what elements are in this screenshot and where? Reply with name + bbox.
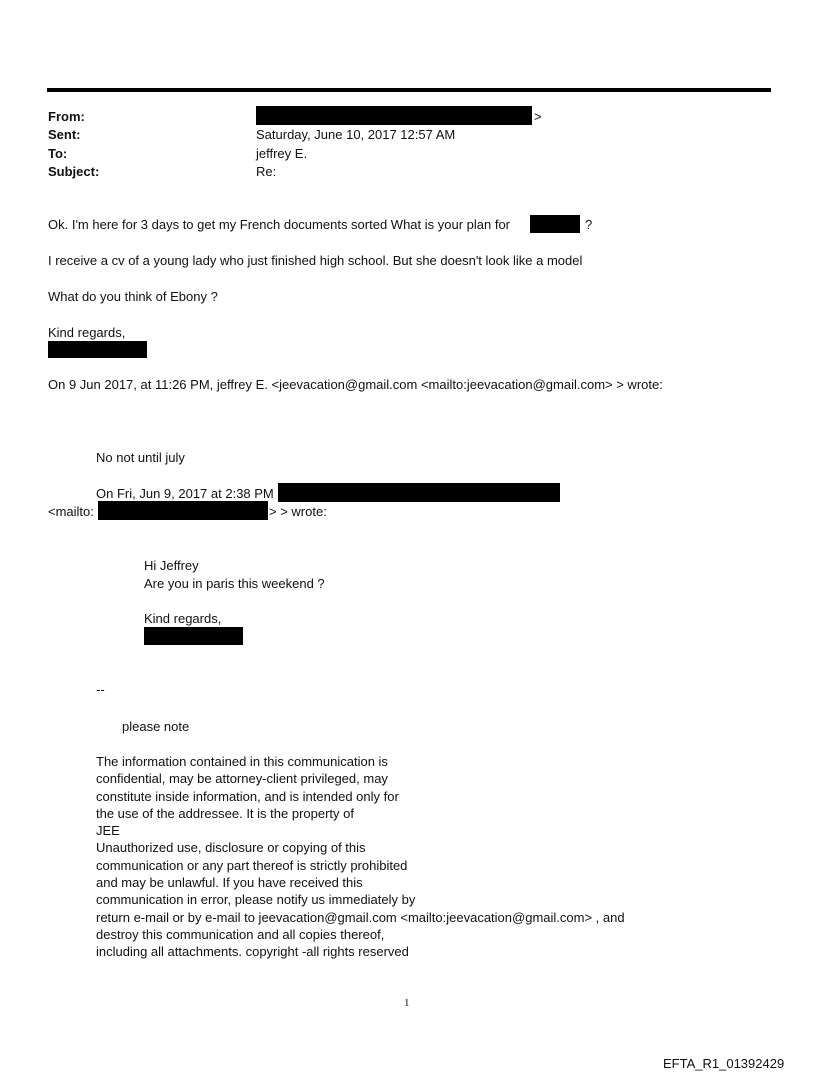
page-number: 1 bbox=[404, 997, 410, 1009]
disclaimer-line: communication or any part thereof is strictly prohibited bbox=[96, 857, 408, 873]
disclaimer-line: return e-mail or by e-mail to jeevacation@gmail.com <mailto:jeevacation@gmail.com> , and bbox=[96, 909, 625, 925]
redaction-sender bbox=[278, 483, 560, 502]
subject-label: Subject: bbox=[48, 164, 100, 179]
to-label: To: bbox=[48, 146, 68, 161]
body-line-3: What do you think of Ebony ? bbox=[48, 289, 218, 304]
from-suffix: > bbox=[534, 109, 542, 124]
please-note: please note bbox=[122, 719, 190, 734]
header-rule bbox=[47, 88, 771, 92]
disclaimer-line: destroy this communication and all copies thereof, bbox=[96, 926, 385, 942]
separator-dashes: -- bbox=[96, 682, 105, 697]
to-value: jeffrey E. bbox=[256, 146, 308, 161]
body-line-1: Ok. I'm here for 3 days to get my French documents sorted What is your plan for bbox=[48, 217, 511, 232]
reply1-quote-header: On Fri, Jun 9, 2017 at 2:38 PM bbox=[96, 486, 274, 501]
reply1-mailto-prefix: <mailto: bbox=[48, 504, 94, 519]
reply2-question: Are you in paris this weekend ? bbox=[144, 576, 325, 591]
disclaimer-line: confidential, may be attorney-client privileged, may bbox=[96, 771, 388, 787]
redaction-mailto bbox=[98, 501, 268, 520]
from-label: From: bbox=[48, 109, 85, 124]
disclaimer-line: The information contained in this communication is bbox=[96, 754, 388, 769]
redaction-signature bbox=[48, 341, 147, 358]
disclaimer-line: including all attachments. copyright -all rights reserved bbox=[96, 944, 409, 960]
disclaimer-line: Unauthorized use, disclosure or copying of this bbox=[96, 840, 366, 856]
reply2-signoff: Kind regards, bbox=[144, 611, 222, 626]
sent-label: Sent: bbox=[48, 127, 81, 142]
disclaimer-line: communication in error, please notify us immediately by bbox=[96, 892, 416, 908]
disclaimer-block bbox=[96, 753, 625, 961]
reply1-mailto-suffix: > > wrote: bbox=[269, 504, 327, 519]
disclaimer-line: the use of the addressee. It is the property of bbox=[96, 805, 354, 821]
sent-value: Saturday, June 10, 2017 12:57 AM bbox=[256, 127, 456, 142]
bates-number: EFTA_R1_01392429 bbox=[663, 1056, 785, 1071]
body-line-2: I receive a cv of a young lady who just finished high school. But she doesn't look like a model bbox=[48, 253, 583, 268]
signoff: Kind regards, bbox=[48, 325, 126, 340]
subject-value: Re: bbox=[256, 164, 277, 179]
redaction-signature-2 bbox=[144, 627, 243, 645]
disclaimer-line: and may be unlawful. If you have received this bbox=[96, 875, 363, 891]
disclaimer-line: constitute inside information, and is intended only for bbox=[96, 788, 399, 804]
disclaimer-line: JEE bbox=[96, 823, 120, 839]
quote-header: On 9 Jun 2017, at 11:26 PM, jeffrey E. <jeevacation@gmail.com <mailto:jeevacation@gmail.com> > wrote: bbox=[48, 377, 663, 392]
redaction-from bbox=[256, 106, 532, 125]
redaction-plan bbox=[530, 215, 580, 233]
reply1-text: No not until july bbox=[96, 450, 185, 465]
reply2-greeting: Hi Jeffrey bbox=[144, 558, 199, 573]
body-line-1-end: ? bbox=[585, 217, 593, 232]
